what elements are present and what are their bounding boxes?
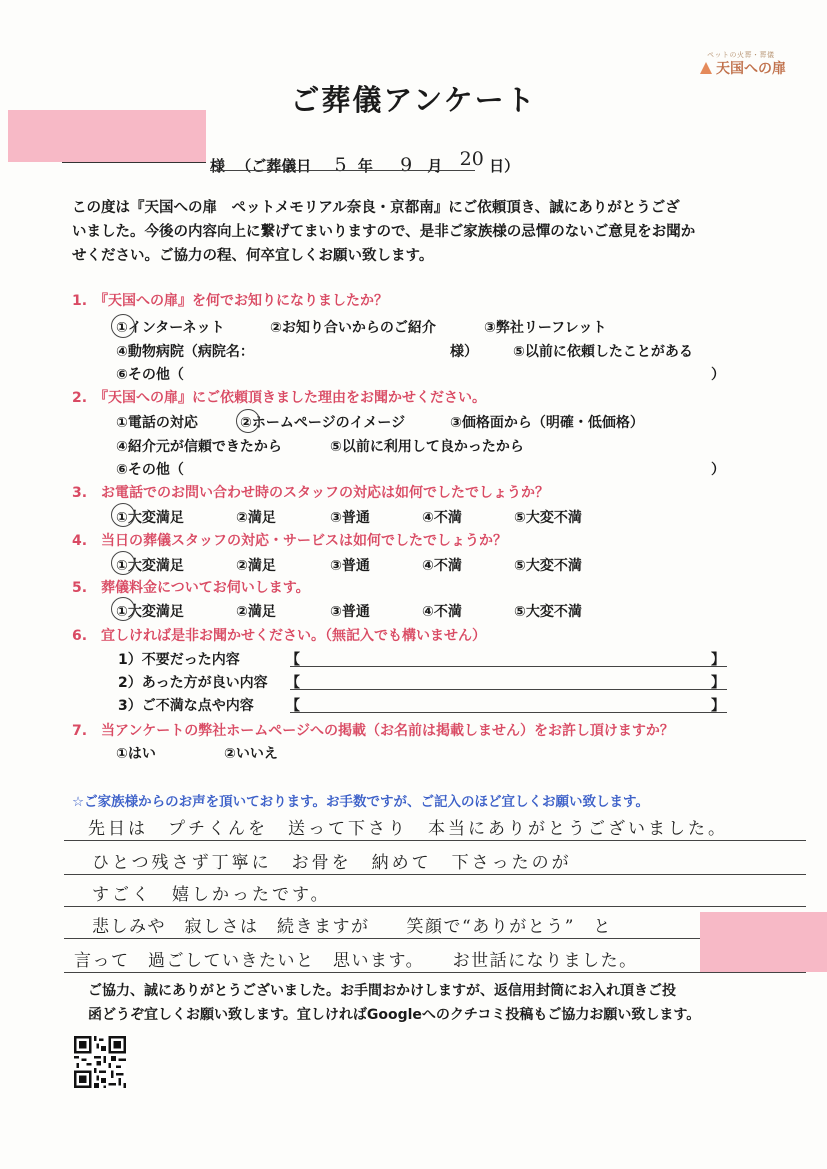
q6-item-1-line[interactable] <box>290 666 727 667</box>
name-underline <box>62 162 206 163</box>
closing-text <box>88 979 788 1027</box>
q3-rating-2[interactable]: ②満足 <box>236 510 276 526</box>
q6-item-2-close: 】 <box>711 675 725 691</box>
logo-tagline: ペットの火葬・葬儀 <box>707 51 775 59</box>
question-7: 7. 当アンケートの弊社ホームページへの掲載（お名前は掲載しません）をお許し頂けますか？ <box>72 723 674 739</box>
date-prefix: （ご葬儀日 <box>236 157 312 175</box>
q1-option-6-close: ） <box>711 367 725 383</box>
logo-mark-icon <box>700 62 712 74</box>
question-4: 4. 当日の葬儀スタッフの対応・サービスは如何でしたでしょうか？ <box>72 533 508 549</box>
q2-option-4[interactable]: ④紹介元が信頼できたから <box>116 439 282 455</box>
comment-line: 悲しみや 寂しさは 続きますが 笑顔で“ありがとう” と <box>92 917 612 937</box>
q2-option-2[interactable]: ②ホームページのイメージ <box>240 415 406 431</box>
q3-rating-1[interactable]: ①大変満足 <box>116 510 184 526</box>
q7-option-1[interactable]: ①はい <box>116 746 156 762</box>
question-3: 3. お電話でのお問い合わせ時のスタッフの対応は如何でしたでしょうか？ <box>72 485 550 501</box>
q3-rating-4[interactable]: ④不満 <box>422 510 462 526</box>
voice-heading <box>72 790 649 810</box>
intro-text <box>72 196 752 268</box>
q1-option-5[interactable]: ⑤以前に依頼したことがある <box>513 344 693 360</box>
q1-option-3[interactable]: ③弊社リーフレット <box>484 320 607 336</box>
month-label: 月 <box>427 157 443 175</box>
date-underline <box>210 170 475 171</box>
sama-label: 様 <box>210 157 226 175</box>
comment-rule <box>64 938 806 939</box>
day-label: 日） <box>489 157 520 175</box>
ceremony-date-row <box>210 148 519 176</box>
brand-name: 天国への扉 <box>716 61 786 77</box>
comment-rule <box>64 906 806 907</box>
comment-line: すごく 嬉しかったです。 <box>92 885 331 905</box>
q6-item-2: 2）あった方が良い内容 <box>118 675 268 691</box>
q4-rating-1[interactable]: ①大変満足 <box>116 558 184 574</box>
q7-option-2[interactable]: ②いいえ <box>224 746 278 762</box>
q2-option-6[interactable]: ⑥その他（ <box>116 462 184 478</box>
comment-rule <box>64 972 806 973</box>
brand-logo <box>700 58 786 78</box>
comment-rule <box>64 840 806 841</box>
star-icon: ☆ <box>72 794 85 810</box>
closing-line: 函どうぞ宜しくお願い致します。宜しければGoogleへのクチコミ投稿もご協力お願い致します。 <box>88 1007 701 1023</box>
q6-item-2-open: 【 <box>286 675 300 691</box>
year-label: 年 <box>357 157 373 175</box>
q1-option-4[interactable]: ④動物病院（病院名： <box>116 344 254 360</box>
q3-rating-3[interactable]: ③普通 <box>330 510 370 526</box>
q4-rating-2[interactable]: ②満足 <box>236 558 276 574</box>
q4-rating-4[interactable]: ④不満 <box>422 558 462 574</box>
q5-selected-circle <box>111 597 135 621</box>
q2-option-5[interactable]: ⑤以前に利用して良かったから <box>330 439 524 455</box>
intro-line: せください。ご協力の程、何卒宜しくお願い致します。 <box>72 248 434 264</box>
q6-item-3-close: 】 <box>711 698 725 714</box>
comment-line: 言って 過ごしていきたいと 思います。 お世話になりました。 <box>74 951 638 971</box>
intro-line: この度は『天国への扉 ペットメモリアル奈良・京都南』にご依頼頂き、誠にありがとうござ <box>72 200 680 216</box>
name-redaction <box>8 110 206 162</box>
question-1: 1. 『天国への扉』を何でお知りになりましたか？ <box>72 293 389 309</box>
page-title: ご葬儀アンケート <box>290 83 537 117</box>
q6-item-1-open: 【 <box>286 652 300 668</box>
q3-selected-circle <box>111 503 135 527</box>
comment-line: 先日は プチくんを 送って下さり 本当にありがとうございました。 <box>88 819 728 839</box>
closing-line: ご協力、誠にありがとうございました。お手間おかけしますが、返信用封筒にお入れ頂きご投 <box>88 983 676 999</box>
q1-option-1[interactable]: ①インターネット <box>116 320 225 336</box>
q5-rating-4[interactable]: ④不満 <box>422 604 462 620</box>
comment-rule <box>64 874 806 875</box>
qr-code-icon[interactable] <box>74 1036 126 1088</box>
intro-line: いました。今後の内容向上に繋げてまいりますので、是非ご家族様の忌憚のないご意見をお聞か <box>72 224 696 240</box>
question-5: 5. 葬儀料金についてお伺いします。 <box>72 580 310 596</box>
day-value: 20 <box>459 148 484 170</box>
q2-option-3[interactable]: ③価格面から（明確・低価格） <box>450 415 644 431</box>
signature-redaction <box>700 912 827 972</box>
q6-item-2-line[interactable] <box>290 689 727 690</box>
q5-rating-5[interactable]: ⑤大変不満 <box>514 604 582 620</box>
q2-option-1[interactable]: ①電話の対応 <box>116 415 198 431</box>
q6-item-3: 3）ご不満な点や内容 <box>118 698 254 714</box>
q1-option-4-suffix: 様） <box>450 344 478 360</box>
q5-rating-1[interactable]: ①大変満足 <box>116 604 184 620</box>
q5-rating-3[interactable]: ③普通 <box>330 604 370 620</box>
q6-item-1-close: 】 <box>711 652 725 668</box>
month-value: 9 <box>400 154 413 176</box>
q1-selected-circle <box>111 314 135 338</box>
q5-rating-2[interactable]: ②満足 <box>236 604 276 620</box>
voice-heading-text: ご家族様からのお声を頂いております。お手数ですが、ご記入のほど宜しくお願い致します。 <box>84 794 649 810</box>
q1-option-2[interactable]: ②お知り合いからのご紹介 <box>270 320 436 336</box>
comment-line: ひとつ残さず丁寧に お骨を 納めて 下さったのが <box>92 853 572 873</box>
q6-item-3-line[interactable] <box>290 712 727 713</box>
q4-rating-3[interactable]: ③普通 <box>330 558 370 574</box>
q6-item-3-open: 【 <box>286 698 300 714</box>
question-6: 6. 宜しければ是非お聞かせください。（無記入でも構いません） <box>72 628 487 644</box>
q2-selected-circle <box>236 409 260 433</box>
q4-rating-5[interactable]: ⑤大変不満 <box>514 558 582 574</box>
q6-item-1: 1）不要だった内容 <box>118 652 240 668</box>
question-2: 2. 『天国への扉』にご依頼頂きました理由をお聞かせください。 <box>72 390 487 406</box>
q2-option-6-close: ） <box>711 462 725 478</box>
q1-option-6[interactable]: ⑥その他（ <box>116 367 184 383</box>
q3-rating-5[interactable]: ⑤大変不満 <box>514 510 582 526</box>
year-value: 5 <box>334 154 347 176</box>
q4-selected-circle <box>111 551 135 575</box>
